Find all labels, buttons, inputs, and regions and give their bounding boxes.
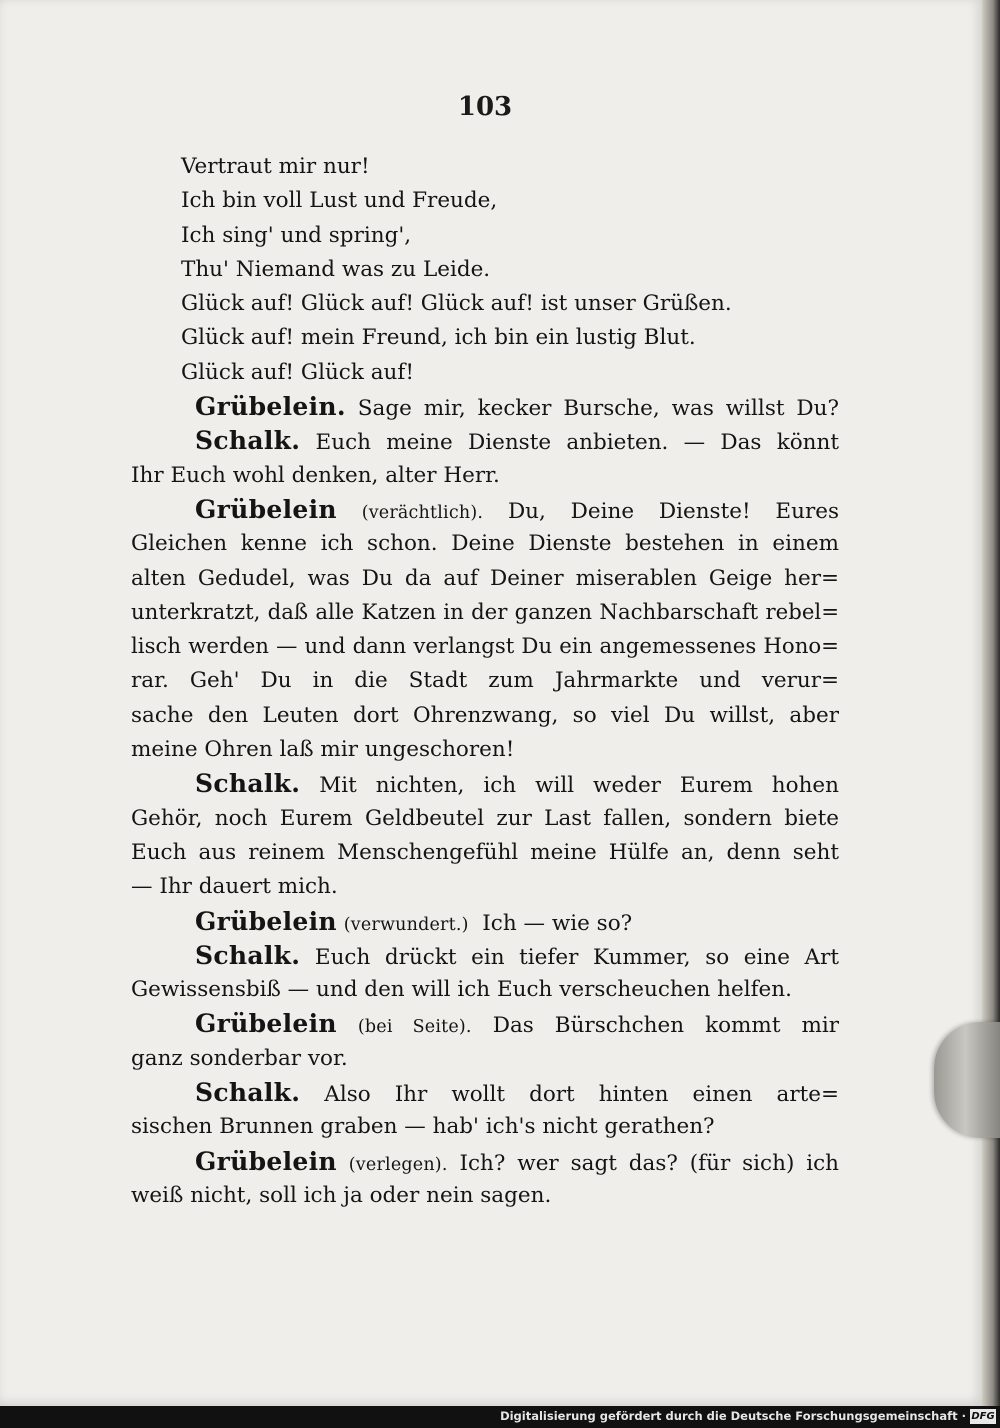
dialogue-line: Euch aus reinem Menschengefühl meine Hülfe an, denn seht: [131, 839, 839, 865]
verse-line: Ich bin voll Lust und Freude,: [181, 188, 498, 214]
dialogue-text: Ihr Euch wohl denken, alter Herr.: [131, 462, 500, 488]
dialogue-line: [131, 424, 839, 458]
dfg-logo-icon: DFG: [971, 1411, 995, 1422]
speaker-name: Schalk.: [195, 769, 301, 799]
stage-direction: (bei Seite).: [357, 1017, 472, 1038]
dialogue-line: sischen Brunnen graben — hab' ich's nicht gerathen?: [131, 1114, 715, 1140]
speaker-name: Schalk.: [195, 1078, 301, 1108]
dialogue-line: [131, 459, 839, 493]
verse-line: Glück auf! Glück auf!: [181, 359, 414, 385]
dialogue-line: meine Ohren laß mir ungeschoren!: [131, 737, 515, 763]
dialogue-line: Gleichen kenne ich schon. Deine Dienste bestehen in einem: [131, 531, 839, 557]
page-text: [131, 150, 839, 1213]
page-edge: [982, 0, 1000, 1406]
dialogue-text: Das Bürschchen kommt mir: [492, 1013, 839, 1039]
dialogue-line: [131, 767, 839, 801]
dialogue-text: Du, Deine Dienste! Eures: [507, 498, 839, 524]
dialogue-line: weiß nicht, soll ich ja oder nein sagen.: [131, 1182, 552, 1208]
dialogue-text: Also Ihr wollt dort hinten einen arte=: [324, 1082, 839, 1108]
dialogue-line: alten Gedudel, was Du da auf Deiner miserablen Geige her=: [131, 565, 839, 591]
stage-direction: (verwundert.): [343, 914, 469, 935]
dialogue-line: Gewissensbiß — und den will ich Euch verscheuchen helfen.: [131, 977, 792, 1003]
speaker-name: Schalk.: [195, 940, 301, 970]
speaker-name: Grübelein: [195, 494, 337, 524]
dialogue-line: [131, 905, 839, 939]
dialogue-line: lisch werden — und dann verlangst Du ein angemessenes Hono=: [131, 634, 839, 660]
speaker-name: Grübelein: [195, 906, 337, 936]
verse-line: Glück auf! Glück auf! Glück auf! ist unser Grüßen.: [181, 291, 732, 317]
dialogue-line: [131, 1145, 839, 1179]
dialogue-text: Euch meine Dienste anbieten. — Das könnt: [315, 430, 839, 456]
dialogue-text: Sage mir, kecker Bursche, was willst Du?: [357, 396, 839, 422]
verse-line: Thu' Niemand was zu Leide.: [181, 256, 491, 282]
dialogue-text: Mit nichten, ich will weder Eurem hohen: [319, 773, 839, 799]
dialogue-line: [131, 1007, 839, 1041]
speaker-name: Grübelein: [195, 1146, 337, 1176]
dialogue-text: Ich — wie so?: [482, 910, 633, 936]
dialogue-line: ganz sonderbar vor.: [131, 1045, 348, 1071]
dialogue-line: sache den Leuten dort Ohrenzwang, so viel Du willst, aber: [131, 702, 839, 728]
page-number: 103: [457, 92, 513, 122]
dialogue-line: Gehör, noch Eurem Geldbeutel zur Last fallen, sondern biete: [131, 805, 839, 831]
stage-direction: (verächtlich).: [361, 502, 484, 523]
verse-line: Vertraut mir nur!: [181, 154, 370, 179]
stage-direction: (verlegen).: [348, 1154, 448, 1175]
thumb-index-tab: [934, 1022, 1000, 1138]
dialogue-line: [131, 1076, 839, 1110]
dialogue-text: Euch drückt ein tiefer Kummer, so eine Art: [314, 944, 839, 970]
footer-bar: [0, 1406, 1000, 1428]
speaker-name: Grübelein: [195, 1009, 337, 1039]
verse-line: Ich sing' und spring',: [181, 222, 412, 248]
dialogue-line: [131, 493, 839, 527]
dialogue-line: — Ihr dauert mich.: [131, 874, 338, 900]
dialogue-line: unterkratzt, daß alle Katzen in der ganzen Nachbarschaft rebel=: [131, 599, 839, 625]
dialogue-line: [131, 390, 839, 424]
dialogue-text: Ich? wer sagt das? (für sich) ich: [459, 1150, 839, 1176]
dialogue-line: [131, 939, 839, 973]
speaker-name: Grübelein.: [195, 392, 346, 422]
funding-notice: Digitalisierung gefördert durch die Deutsche Forschungsgemeinschaft ·: [500, 1409, 966, 1423]
dialogue-line: rar. Geh' Du in die Stadt zum Jahrmarkte und verur=: [131, 668, 839, 694]
verse-line: Glück auf! mein Freund, ich bin ein lustig Blut.: [181, 325, 696, 351]
speaker-name: Schalk.: [195, 426, 301, 456]
